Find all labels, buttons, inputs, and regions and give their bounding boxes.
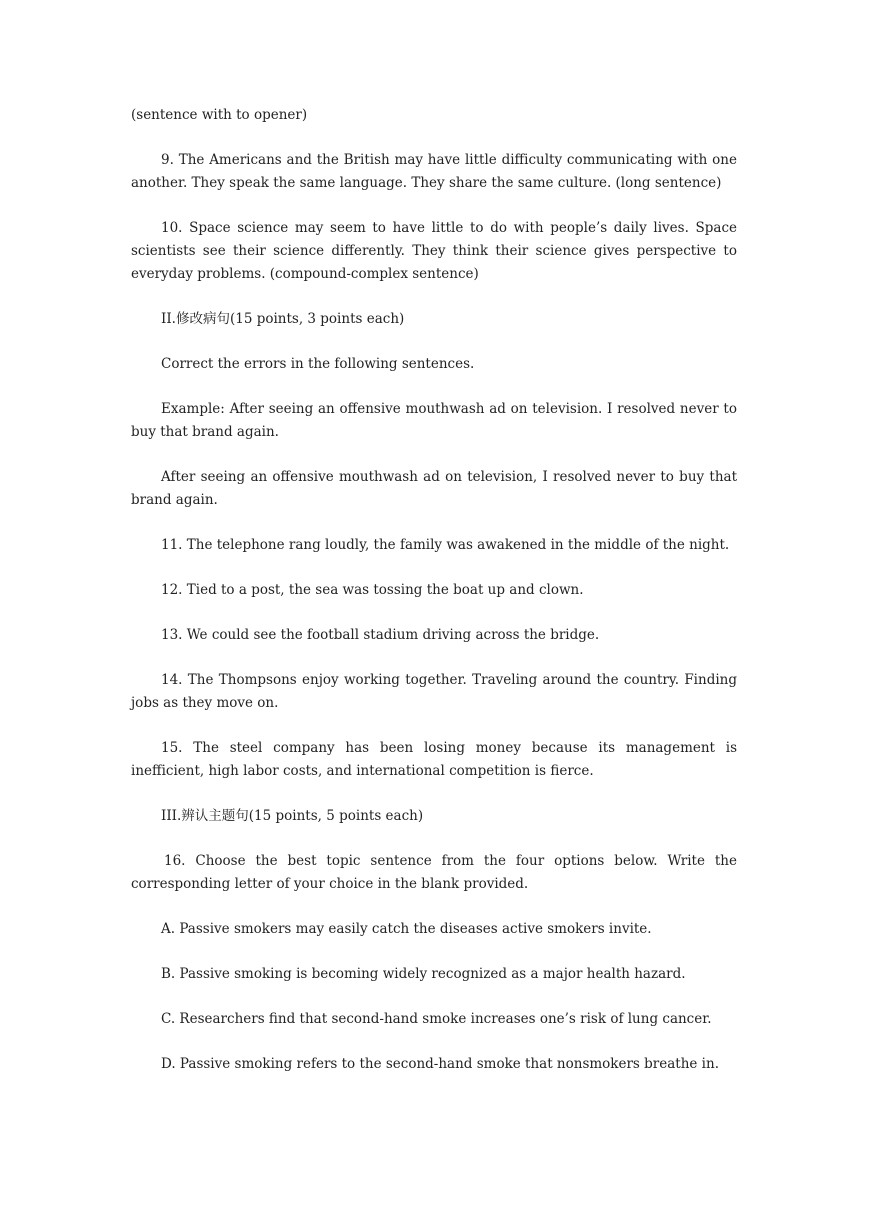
paragraph-sentence-opener: (sentence with to opener) (131, 107, 308, 123)
question-13: 13. We could see the football stadium driving across the bridge. (161, 627, 600, 643)
option-d: D. Passive smoking refers to the second-hand smoke that nonsmokers breathe in. (161, 1056, 719, 1072)
section-2-heading: II.修改病句(15 points, 3 points each) (161, 311, 405, 327)
example-answer: After seeing an offensive mouthwash ad on television, I resolved never to buy that brand again. (131, 469, 737, 508)
document-page (131, 104, 737, 1098)
example-sentence: Example: After seeing an offensive mouthwash ad on television. I resolved never to buy that brand again. (131, 401, 737, 440)
question-10: 10. Space science may seem to have little to do with people’s daily lives. Space scientists see their science differently. They think their science gives perspective to everyday problems. (compound-complex sentence) (131, 220, 737, 282)
question-14: 14. The Thompsons enjoy working together. Traveling around the country. Finding jobs as they move on. (131, 672, 737, 711)
option-c: C. Researchers find that second-hand smoke increases one’s risk of lung cancer. (161, 1011, 712, 1027)
option-b: B. Passive smoking is becoming widely recognized as a major health hazard. (161, 966, 686, 982)
question-11: 11. The telephone rang loudly, the family was awakened in the middle of the night. (161, 537, 730, 553)
question-12: 12. Tied to a post, the sea was tossing the boat up and clown. (161, 582, 584, 598)
section-2-instructions: Correct the errors in the following sentences. (161, 356, 475, 372)
option-a: A. Passive smokers may easily catch the diseases active smokers invite. (161, 921, 652, 937)
section-3-heading: III.辨认主题句(15 points, 5 points each) (161, 808, 424, 824)
question-9: 9. The Americans and the British may have little difficulty communicating with one another. They speak the same language. They share the same culture. (long sentence) (131, 152, 737, 191)
question-15: 15. The steel company has been losing money because its management is inefficient, high labor costs, and international competition is fierce. (131, 740, 737, 779)
question-16: 16. Choose the best topic sentence from the four options below. Write the corresponding letter of your choice in the blank provided. (131, 853, 737, 892)
